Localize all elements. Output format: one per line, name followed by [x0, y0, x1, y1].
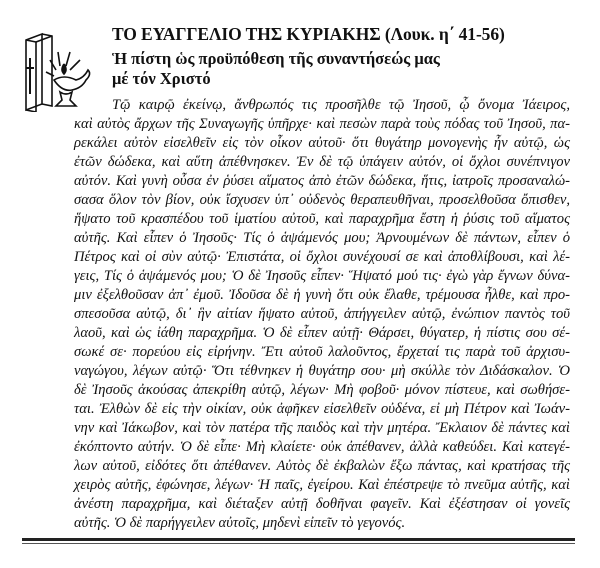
text-line: λαοῦ, καὶ ὡς ἰάθη παραχρῆμα. Ὁ δὲ εἶπεν αὐτῇ· Θάρσει, θύγατερ, ἡ πίστις σου σέ-: [74, 325, 570, 341]
text-line: νην καὶ Ἰάκωβον, καὶ τὸν πατέρα τῆς παιδὸς καὶ τὴν μητέρα. Ἔκλαιον δὲ πάντες καὶ: [74, 420, 570, 436]
bottom-rule-thick: [22, 538, 575, 541]
page-title: ΤΟ ΕΥΑΓΓΕΛΙΟ ΤΗΣ ΚΥΡΙΑΚΗΣ (Λουκ. η΄ 41-56): [112, 24, 505, 44]
text-line: Τῷ καιρῷ ἐκείνῳ, ἄνθρωπός τις προσῆλθε τῷ Ἰησοῦ, ᾧ ὄνομα Ἰάειρος,: [112, 97, 570, 113]
subtitle-line-1: Ἡ πίστη ὡς προϋπόθεση τῆς συναντήσεώς μας: [112, 49, 440, 68]
text-line: ἐτῶν δώδεκα, καὶ αὕτη ἀπέθνησκεν. Ἐν δὲ τῷ ὑπάγειν αὐτόν, οἱ ὄχλοι συνέπνιγον: [74, 154, 570, 170]
bottom-rule-thin: [22, 543, 575, 544]
text-line: ἥψατο τοῦ κρασπέδου τοῦ ἱματίου αὐτοῦ, καὶ παραχρῆμα ἔστη ἡ ῥύσις τοῦ αἵματος: [74, 211, 570, 227]
text-line: ρεκάλει αὐτὸν εἰσελθεῖν εἰς τὸν οἶκον αὐτοῦ· ὅτι θυγάτηρ μονογενὴς ἦν αὐτῷ, ὡς: [74, 135, 570, 151]
text-line: μιν ἐξελθοῦσαν ἀπ᾽ ἐμοῦ. Ἰδοῦσα δὲ ἡ γυνὴ ὅτι οὐκ ἔλαθε, τρέμουσα ἦλθε, καὶ προ-: [74, 287, 570, 303]
text-line: καὶ αὐτὸς ἄρχων τῆς Συναγωγῆς ὑπῆρχε· καὶ πεσὼν παρὰ τοὺς πόδας τοῦ Ἰησοῦ, πα-: [74, 116, 570, 132]
subtitle-line-2: μέ τόν Χριστό: [112, 69, 211, 88]
text-line: σασα ὅλον τὸν βίον, οὐκ ἴσχυσεν ὑπ᾽ οὐδενὸς θεραπευθῆναι, προσελθοῦσα ὄπισθεν,: [74, 192, 570, 208]
text-line: αὐτῆς. Καὶ εἶπεν ὁ Ἰησοῦς· Τίς ὁ ἁψάμενός μου; Ἀρνουμένων δὲ πάντων, εἶπεν ὁ: [74, 230, 570, 246]
text-line: ναγώγου, λέγων αὐτῷ· Ὅτι τέθνηκεν ἡ θυγάτηρ σου· μὴ σκύλλε τὸν Διδάσκαλον. Ὁ: [74, 363, 570, 379]
text-line: ἀνέστη παραχρῆμα, καὶ διέταξεν αὐτῇ δοθῆναι φαγεῖν. Καὶ ἐξέστησαν οἱ γονεῖς: [74, 496, 570, 512]
text-line: σωκέ σε· πορεύου εἰς εἰρήνην. Ἔτι αὐτοῦ λαλοῦντος, ἔρχεταί τις παρὰ τοῦ ἀρχισυ-: [74, 344, 570, 360]
text-line: γεις, Τίς ὁ ἁψάμενός μου; Ὁ δὲ Ἰησοῦς εἶπεν· Ἥψατό μού τις· ἐγὼ γὰρ ἔγνων δύνα-: [74, 268, 570, 284]
gospel-text: [74, 96, 570, 533]
text-line: ται. Ἐλθὼν δὲ εἰς τὴν οἰκίαν, οὐκ ἀφῆκεν εἰσελθεῖν οὐδένα, εἰ μὴ Πέτρον καὶ Ἰωάν-: [74, 401, 570, 417]
text-line: ἐκόπτοντο αὐτήν. Ὁ δὲ εἶπε· Μὴ κλαίετε· οὐκ ἀπέθανεν, ἀλλὰ καθεύδει. Καὶ κατεγέ-: [74, 439, 570, 455]
text-line: αὐτόν. Καὶ γυνὴ οὖσα ἐν ῥύσει αἵματος ἀπὸ ἐτῶν δώδεκα, ἥτις, ἰατροῖς προσαναλώ-: [74, 173, 570, 189]
text-line: Πέτρος καὶ οἱ σὺν αὐτῷ· Ἐπιστάτα, οἱ ὄχλοι συνέχουσί σε καὶ ἀποθλίβουσι, καὶ λέ-: [74, 249, 570, 265]
text-line: αὐτῆς. Ὁ δὲ παρήγγειλεν αὐτοῖς, μηδενὶ εἰπεῖν τὸ γεγονός.: [74, 515, 406, 531]
text-line: λων αὐτοῦ, εἰδότες ὅτι ἀπέθανεν. Αὐτὸς δὲ ἐκβαλὼν ἔξω πάντας, καὶ κρατήσας τῆς: [74, 458, 570, 474]
text-line: δὲ Ἰησοῦς ἀκούσας ἀπεκρίθη αὐτῷ, λέγων· Μὴ φοβοῦ· μόνον πίστευε, καὶ σωθήσε-: [74, 382, 570, 398]
text-line: σπεσοῦσα αὐτῷ, δι᾽ ἣν αἰτίαν ἥψατο αὐτοῦ, ἀπήγγειλεν αὐτῷ, ἐνώπιον παντὸς τοῦ: [74, 306, 570, 322]
text-line: χειρὸς αὐτῆς, ἐφώνησε, λέγων· Ἡ παῖς, ἐγείρου. Καὶ ἐπέστρεψε τὸ πνεῦμα αὐτῆς, καὶ: [74, 477, 570, 493]
